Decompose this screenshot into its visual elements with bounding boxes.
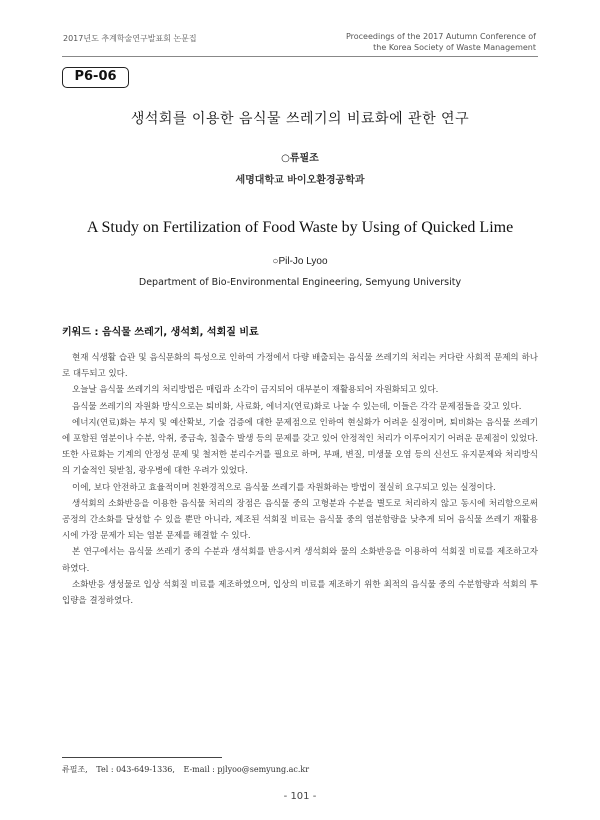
paragraph: 이에, 보다 안전하고 효율적이며 친환경적으로 음식물 쓰레기를 자원화하는 방법이 절실히 요구되고 있는 실정이다.	[72, 482, 496, 493]
running-header-left: 2017년도 추계학술연구발표회 논문집	[63, 34, 197, 43]
header-divider	[62, 56, 538, 57]
paragraph: 생석회의 소화반응을 이용한 음식물 처리의 장점은 음식물 중의 고형분과 수분을 별도로 처리하지 않고 동시에 처리함으로써 공정의 간소화를 달성할 수 있을 뿐만 아니라, 제조된 석회질 비료는 음식물 중의 염분함량을 낮추게 되어 음식물 쓰레기 재활용 시에 가장 문제가 되는 염분 문제를 해결할 수 있다.	[62, 498, 538, 542]
footnote-divider	[62, 757, 222, 758]
paper-title-korean: 생석회를 이용한 음식물 쓰레기의 비료화에 관한 연구	[130, 111, 470, 127]
affiliation-korean: 세명대학교 바이오환경공학과	[235, 175, 365, 186]
footnote-tel: Tel : 043-649-1336,	[96, 765, 175, 774]
footnote	[62, 764, 315, 775]
running-header-right-line2: the Korea Society of Waste Management	[373, 43, 536, 52]
paper-title-english: A Study on Fertilization of Food Waste by Using of Quicked Lime	[86, 219, 514, 236]
running-header-right	[296, 31, 536, 53]
abstract-body	[62, 350, 538, 609]
paragraph: 에너지(연료)화는 부지 및 예산확보, 기술 검증에 대한 문제점으로 인하여 현실화가 어려운 실정이며, 퇴비화는 음식물 쓰레기에 포함된 염분이나 수분, 악취, 중금속, 침출수 발생 등의 문제를 갖고 있어 안정적인 처리가 이루어지기 어려운 문제점이 있었다. 또한 사료화는 기계의 안정성 문제 및 철저한 분리수거를 필요로 하며, 부패, 변질, 미생물 오염 등의 신선도 유지문제와 처리방식의 기술적인 뒷받침, 광우병에 대한 우려가 있었다.	[62, 417, 538, 477]
paragraph: 현재 식생활 습관 및 음식문화의 특성으로 인하여 가정에서 다량 배출되는 음식물 쓰레기의 처리는 커다란 사회적 문제의 하나로 대두되고 있다.	[62, 353, 538, 380]
paragraph: 소화반응 생성물로 입상 석회질 비료를 제조하였으며, 입상의 비료를 제조하기 위한 최적의 음식물 중의 수분함량과 석회의 투입량을 결정하였다.	[62, 579, 538, 607]
footnote-email: E-mail : pjlyoo@semyung.ac.kr	[183, 765, 310, 774]
affiliation-english: Department of Bio-Environmental Engineering, Semyung University	[138, 277, 462, 288]
footnote-name: 류필조,	[62, 765, 88, 774]
paper-code-badge: P6-06	[62, 67, 129, 88]
paragraph: 음식물 쓰레기의 자원화 방식으로는 퇴비화, 사료화, 에너지(연료)화로 나눌 수 있는데, 이들은 각각 문제점들을 갖고 있다.	[72, 401, 522, 412]
author-korean: ○류필조	[281, 153, 319, 164]
paragraph: 본 연구에서는 음식물 쓰레기 중의 수분과 생석회를 반응시켜 생석회와 물의 소화반응을 이용하여 석회질 비료를 제조하고자 하였다.	[62, 547, 538, 574]
author-english: ○Pil-Jo Lyoo	[272, 256, 328, 267]
running-header-right-line1: Proceedings of the 2017 Autumn Conference of	[345, 32, 536, 41]
page-number: - 101 -	[283, 791, 317, 802]
keywords-line: 키워드 : 음식물 쓰레기, 생석회, 석회질 비료	[62, 327, 259, 338]
paragraph: 오늘날 음식물 쓰레기의 처리방법은 매립과 소각이 금지되어 대부분이 재활용되어 자원화되고 있다.	[72, 385, 439, 396]
